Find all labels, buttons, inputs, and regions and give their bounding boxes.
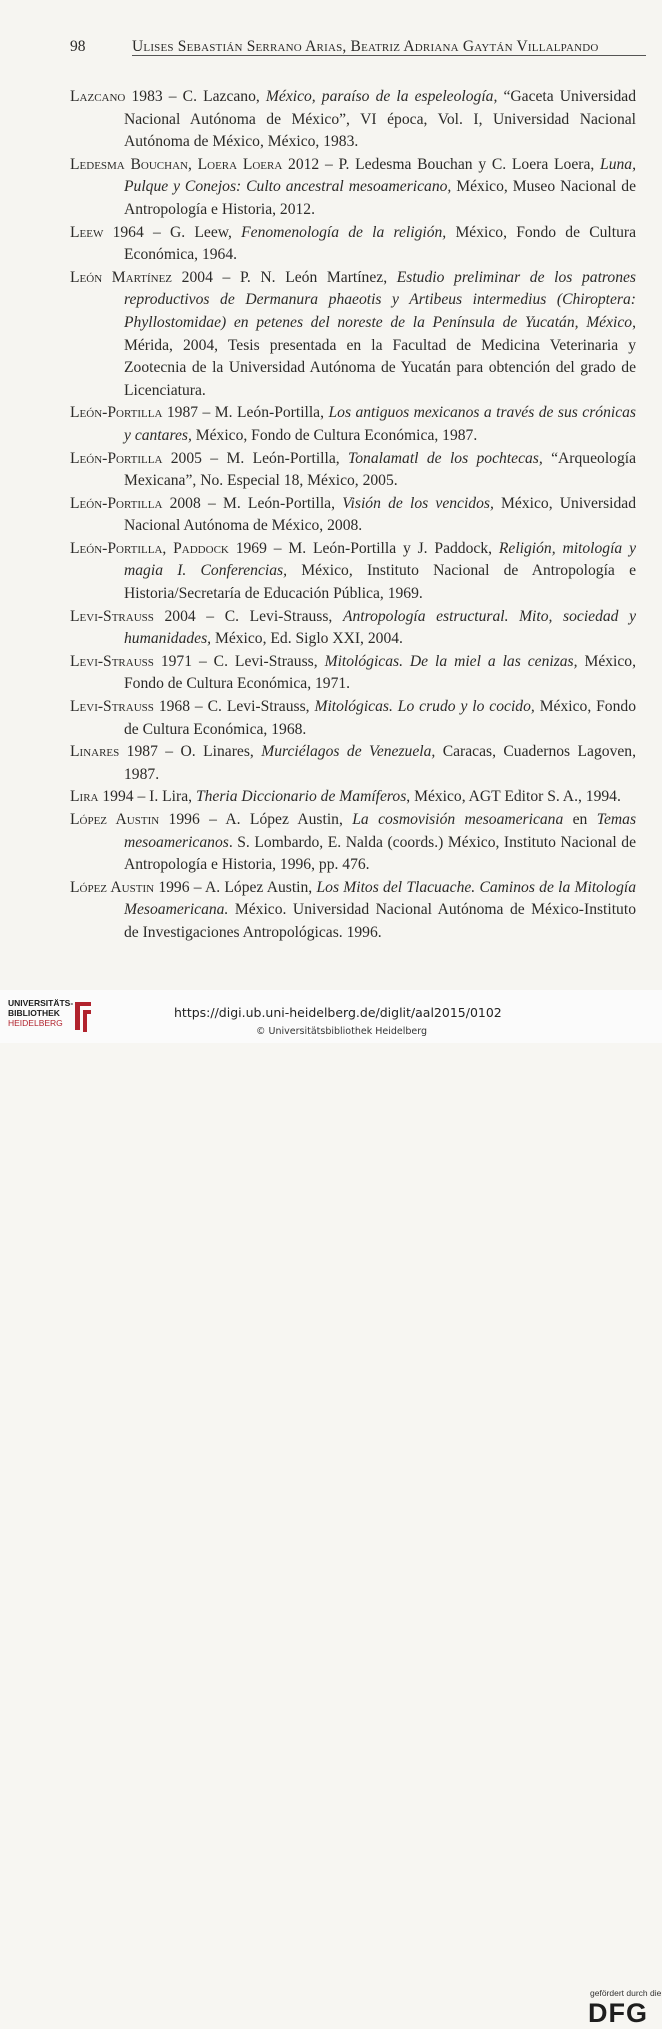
funder-caption: gefördert durch die bbox=[590, 1988, 662, 1998]
library-city: HEIDELBERG bbox=[8, 1018, 63, 1028]
reference-entry: Ledesma Bouchan, Loera Loera 2012 – P. Ledesma Bouchan y C. Loera Loera, Luna, Pulque y Conejos: Culto ancestral mesoamericano, México, Museo Nacional de Antropología e Historia, 2012. bbox=[70, 155, 636, 218]
reference-entry: López Austin 1996 – A. López Austin, La cosmovisión mesoamericana en Temas mesoamericanos. S. Lombardo, E. Nalda (coords.) México, Instituto Nacional de Antropología e Historia, 1996, pp. 476. bbox=[70, 811, 637, 874]
reference-entry: Levi-Strauss 1968 – C. Levi-Strauss, Mitológicas. Lo crudo y lo cocido, México, Fondo de Cultura Económica, 1968. bbox=[70, 698, 636, 738]
library-emblem-icon bbox=[72, 1000, 94, 1034]
book-page bbox=[0, 0, 662, 990]
reference-entry: León-Portilla 2008 – M. León-Portilla, Visión de los vencidos, México, Universidad Nacional Autónoma de México, 2008. bbox=[70, 494, 637, 535]
running-head-rule bbox=[132, 55, 646, 56]
dfg-logo[interactable]: DFG bbox=[588, 1998, 648, 2028]
running-head-authors: Ulises Sebastián Serrano Arias, Beatriz Adriana Gaytán Villalpando bbox=[132, 38, 599, 55]
reference-entry: Lira 1994 – I. Lira, Theria Diccionario de Mamíferos, México, AGT Editor S. A., 1994. bbox=[70, 788, 621, 806]
reference-list bbox=[70, 86, 636, 945]
reference-entry: León-Portilla 1987 – M. León-Portilla, Los antiguos mexicanos a través de sus crónicas y cantares, México, Fondo de Cultura Económica, 1987. bbox=[70, 404, 636, 444]
reference-entry: León-Portilla 2005 – M. León-Portilla, Tonalamatl de los pochtecas, “Arqueología Mexicana”, No. Especial 18, México, 2005. bbox=[70, 449, 636, 490]
page-number: 98 bbox=[70, 38, 86, 55]
reference-entry: León-Portilla, Paddock 1969 – M. León-Portilla y J. Paddock, Religión, mitología y magia I. Conferencias, México, Instituto Nacional de Antropología e Historia/Secretaría de Educación Pública, 1969. bbox=[70, 539, 636, 603]
running-head bbox=[70, 38, 646, 56]
reference-entry: Levi-Strauss 2004 – C. Levi-Strauss, Antropología estructural. Mito, sociedad y humanidades, México, Ed. Siglo XXI, 2004. bbox=[70, 607, 636, 648]
reference-entry: López Austin 1996 – A. López Austin, Los Mitos del Tlacuache. Caminos de la Mitología Mesoamericana. México. Universidad Nacional Autónoma de México-Instituto de Investigaciones Antropológicas. 1996. bbox=[70, 878, 637, 941]
reference-entry: Leew 1964 – G. Leew, Fenomenología de la religión, México, Fondo de Cultura Económica, 1964. bbox=[70, 223, 636, 264]
library-name-line1: UNIVERSITÄTS- bbox=[8, 998, 74, 1008]
reference-entry: Lazcano 1983 – C. Lazcano, México, paraíso de la espeleología, “Gaceta Universidad Nacional Autónoma de México”, VI época, Vol. I, Universidad Nacional Autónoma de México, México, 1983. bbox=[70, 88, 636, 151]
library-logo[interactable] bbox=[8, 998, 98, 1038]
copyright-notice: © Universitätsbibliothek Heidelberg bbox=[256, 1026, 428, 1037]
permalink-url[interactable]: https://digi.ub.uni-heidelberg.de/diglit/aal2015/0102 bbox=[174, 1005, 502, 1020]
reference-entry: Linares 1987 – O. Linares, Murciélagos de Venezuela, Caracas, Cuadernos Lagoven, 1987. bbox=[70, 743, 636, 783]
reference-entry: Levi-Strauss 1971 – C. Levi-Strauss, Mitológicas. De la miel a las cenizas, México, Fondo de Cultura Económica, 1971. bbox=[70, 652, 636, 693]
library-name-line2: BIBLIOTHEK bbox=[8, 1008, 60, 1018]
reference-entry: León Martínez 2004 – P. N. León Martínez, Estudio preliminar de los patrones reproductivos de Dermanura phaeotis y Artibeus intermedius (Chiroptera: Phyllostomidae) en petenes del noreste de la Península de Yucatán, México, Mérida, 2004, Tesis presentada en la Facultad de Medicina Veterinaria y Zootecnia de la Universidad Autónoma de Yucatán para obtención del grado de Licenciatura. bbox=[70, 268, 636, 399]
